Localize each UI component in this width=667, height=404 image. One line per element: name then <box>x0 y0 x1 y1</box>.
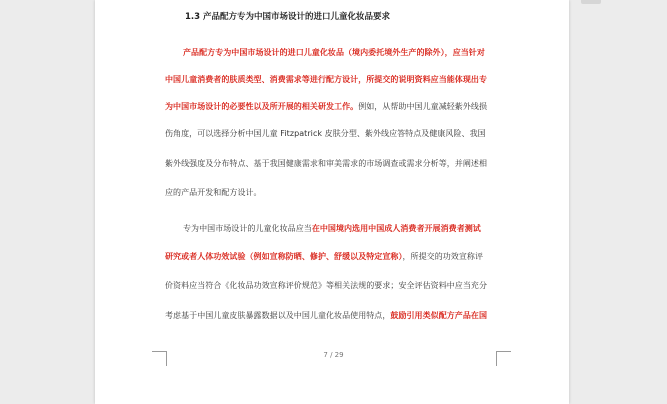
para2-line3: 价资料应当符合《化妆品功效宣称评价规范》等相关法规的要求；安全评估资料中应当充分 <box>165 281 487 290</box>
page-number: 7 / 29 <box>323 351 344 359</box>
para2-line4-plain: 考虑基于中国儿童皮肤暴露数据以及中国儿童化妆品使用特点， <box>165 311 391 320</box>
para2-line4 <box>165 310 487 321</box>
para1-line1: 产品配方专为中国市场设计的进口儿童化妆品（境内委托境外生产的除外），应当针对 <box>183 48 485 57</box>
para2-line2 <box>165 251 483 262</box>
para2-line1 <box>183 223 481 234</box>
para1-line5: 紫外线强度及分布特点、基于我国健康需求和审美需求的市场调查或需求分析等，并阐述相 <box>165 159 487 168</box>
para1-line3-rest: 例如，从帮助中国儿童减轻紫外线损 <box>358 102 488 111</box>
para2-line1-red: 在中国境内选用中国成人消费者开展消费者测试 <box>311 224 481 233</box>
document-page <box>95 0 569 404</box>
para2-line1-plain: 专为中国市场设计的儿童化妆品应当 <box>183 224 312 233</box>
para2-line2-red: 研究或者人体功效试验（例如宣称防晒、修护、舒缓以及特定宣称） <box>165 252 403 261</box>
para1-line4: 伤角度，可以选择分析中国儿童 Fitzpatrick 皮肤分型、紫外线应答特点及健康风险、我国 <box>165 129 486 138</box>
para1-line6: 应的产品开发和配方设计。 <box>165 188 262 197</box>
para2-line2-rest: ，所提交的功效宣称评 <box>402 252 483 261</box>
para1-line3 <box>165 101 487 112</box>
para1-line3-red: 为中国市场设计的必要性以及所开展的相关研发工作。 <box>165 102 359 111</box>
section-heading: 1.3 产品配方专为中国市场设计的进口儿童化妆品要求 <box>185 12 391 22</box>
para2-line4-red: 鼓励引用类似配方产品在国 <box>390 311 488 320</box>
next-page-edge <box>581 0 601 4</box>
para1-line2: 中国儿童消费者的肤质类型、消费需求等进行配方设计，所提交的说明资料应当能体现出专 <box>165 75 487 84</box>
